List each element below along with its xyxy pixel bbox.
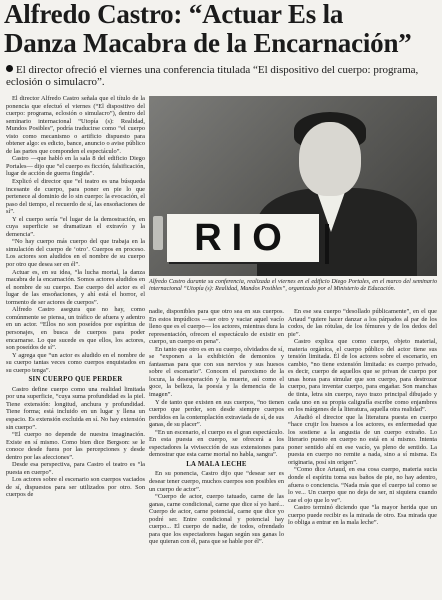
paragraph: “El cuerpo no depende de nuestra imaginación. Existe en sí mismo. Como bien dice Bergson: se le conoce desde fuera por las percepciones y desde dentro por las afecciones”.: [6, 431, 145, 461]
headline: [4, 0, 440, 58]
paragraph: Y de tanto que existen en sus cuerpos, “no tienen cuerpo que perder, son desde siempre cuerpos perdidos en la contemplación extraviada de sí, de sus ganas, de su placer”.: [149, 398, 284, 429]
photo-face: [299, 122, 361, 196]
paragraph: Explicó el director que “el teatro es una búsqueda incesante de cuerpo, para poner en pie lo que pertenece al dominio de lo sin cuerpo: la evocación, el paso del tiempo, el recuerdo de sí, las ensoñaciones de sí”.: [6, 178, 145, 216]
paragraph: En tanto que otro es en su cuerpo, olvidados de sí, se “exponen a la exhibición de demonios y fantasmas para que con sus nervios y sus huesos sobre el escenario”. Conocen el paroxismo de la locura, la desesperación y la muerte, así como el goce, la belleza, la poesía y la demencia de la imagen”.: [149, 345, 284, 399]
paragraph: Castro terminó diciendo que “la mayor herida que un cuerpo puede recibir es la mirada de otro. Esa mirada que lo obliga a entrar en la mala leche”.: [288, 504, 437, 527]
section-heading-sin-cuerpo: SIN CUERPO QUE PERDER: [28, 376, 123, 384]
photo-sign: RIO: [167, 214, 319, 262]
paragraph: “Como dice Artaud, en esa cosa cuerpo, materia sucia donde el espíritu toma sus baños de pie, no hay adentro, afuera o conciencia. “Nada más que el cuerpo tal como se lo ve... Un cuerpo que no deja de ser, ni siquiera cuando cae el ojo que lo ve”.: [288, 466, 437, 504]
bullet-icon: [6, 65, 13, 72]
photo-alfredo-castro: [149, 96, 437, 276]
microphone-icon: [325, 224, 329, 264]
paragraph: “No hay cuerpo más cuerpo del que trabaja en la simulación del cuerpo de ‘otro’. Cuerpos en proceso. Los actores son aludidos en el nombre de su cuerpo por otro que desea ser en él”.: [6, 238, 145, 269]
paragraph: El director Alfredo Castro señala que el título de la ponencia que efectuó el viernes (“El dispositivo del cuerpo: programa, eclosión o simulacro”), dentro del seminario internacional “Utopía (s): Realidad, Mundos Posibles”, podría traducirse como “el cuerpo visto como mecanismo o artificio dispuesto para obtener algo: es edicto, bance, anuncio o avise público de las partes que componden el espectáculo”.: [6, 95, 145, 155]
paragraph: Y agrega que “un actor es aludido en el nombre de su cuerpo tantas veces como cuerpos enquistados en su cuerpo tenga”.: [6, 351, 145, 374]
subhead-text: El director ofreció el viernes una conferencia titulada “El dispositivo del cuerpo: programa, eclosión o simulacro”.: [6, 64, 419, 88]
headline-line-1: Alfredo Castro: “Actuar Es la: [4, 0, 344, 29]
paragraph: Y el cuerpo sería “el lugar de la demostración, en cuya superficie se dramatizan el extravío y la demencia”.: [6, 215, 145, 238]
paragraph: “Cuerpo de actor, cuerpo tatuado, carne de las ganas, carne condicional, carne que dice sí yo haré... Cuerpo de actor, carne potencial, carne que dice yo podré ser. Entre condicional y potencial hay cuerpo... El cuerpo de nadie, de todos, ofrendado para que los espectadores hagan según sus ganas lo que quieran con él, para que se hable por él”.: [149, 493, 284, 546]
photo-caption: Alfredo Castro durante su conferencia, realizada el viernes en el edificio Diego Portales, en el marco del seminario internacional “Utopía (s): Realidad, Mundos Posibles”, organizado por el Ministerio de Educación.: [149, 279, 437, 293]
headline-line-2: Danza Macabra de la Encarnación”: [4, 28, 412, 58]
section-heading-mala-leche: LA MALA LECHE: [186, 460, 247, 468]
paragraph: Añadió el director que la literatura puesta en cuerpo “hace crujir los huesos a los actores, es enfermedad que los sostiene a la angustia de un cuerpo extraño. Lo literario puesto en cuerpo no está en sí mismo. Intenta poner sentido ahí en ese vacío, ya pleno de sentido. La puesta en cuerpo no remite a nada, sino a sí misma. Es originaria, posí sin origen”.: [288, 413, 437, 466]
paragraph: Actuar es, en su idea, “la lucha mortal, la danza macabra de la encarnación. Somos actores aludidos en el nombre de su cuerpo. Ese cuerpo del actor es el lugar de las ensoñaciones, y ahí está el horror, el tormento de ser actores de cuerpos”.: [6, 268, 145, 306]
article-column-3: [288, 308, 437, 600]
paragraph: Los actores sobre el escenario son cuerpos vaciados de sí, dispuestos para ser utilizados por otro. Son cuerpos de: [6, 476, 145, 499]
photo-glass: [153, 216, 163, 250]
paragraph: Castro —que habló en la sala 8 del edificio Diego Portales— dijo que “el cuerpo es ficción, falsificación, lugar de acción de guerra fingida”.: [6, 155, 145, 178]
paragraph: Castro define cuerpo como una realidad limitada por una superficie, “cuya suma profundidad es la piel. Tiene extensión: longitud, anchura y profundidad. Tiene forma; está incluido en un lugar y llena un espacio. Es extensión excluida en sí. No hay extensión sin cuerpo”.: [6, 385, 145, 431]
paragraph: “En un escenario, el cuerpo es el gran espectáculo. En esta puesta en cuerpo, se ofrecerá a los espectadores la vivisección de sus extensiones para demostrar que esta carne mortal no habla, sangra”.: [149, 428, 284, 459]
paragraph: nadie, disponibles para que otro sea en sus cuerpos. En estos impúdicos —ser otro y vaciar aquel vacío lleno que es el cuerpo— los actores, mientras dura la representación, ofrecen el espectáculo de existir en cuerpo, un cuerpo en pena”.: [149, 308, 284, 346]
paragraph: En ese sea cuerpo “desollado públicamente”, en el que Artaud “quiere hacer danzar a los párpados al par de los codos, de las rótulas, de los fémures y de los dedos del pie”.: [288, 308, 437, 338]
paragraph: En su ponencia, Castro dijo que “desear ser es desear tener cuerpo, muchos cuerpos son posibles en un cuerpo de actor”.: [149, 470, 284, 493]
article-column-1: [6, 95, 145, 600]
article-column-2: [149, 308, 284, 600]
subhead: [6, 64, 438, 88]
paragraph: Alfredo Castro asegura que no hay, como comúnmente se piensa, un tráfico de afuera y adentro en un actor. “Ellos no son poseídos por espíritus de personajes, en busca de cuerpos para poder encarnarse. Lo que sucede es que ellos, los actores, son poseídos de sí”.: [6, 306, 145, 352]
paragraph: Desde esa perspectiva, para Castro el teatro es “la puesta en cuerpo”.: [6, 461, 145, 476]
paragraph: Castro explica que como cuerpo, objeto material, materia orgánica, el cuerpo público del actor tiene sus tensión limitada. Él de los actores sobre el escenario, en cambio, “no tiene extensión limitada: es cuerpo privado, es decir, cuerpo de aquellos que se privan de cuerpo por unas horas para simular que son cuerpo, para destrozar cuerpo, para inventar cuerpo, para engañar. Son manchas de tinta, letra sin cuerpo, rayo trazo principal dibujado y cada uno en su propia caligrafía escribe como enjambres en los márgenes de la literatura, aquella otra realidad”.: [288, 338, 437, 414]
